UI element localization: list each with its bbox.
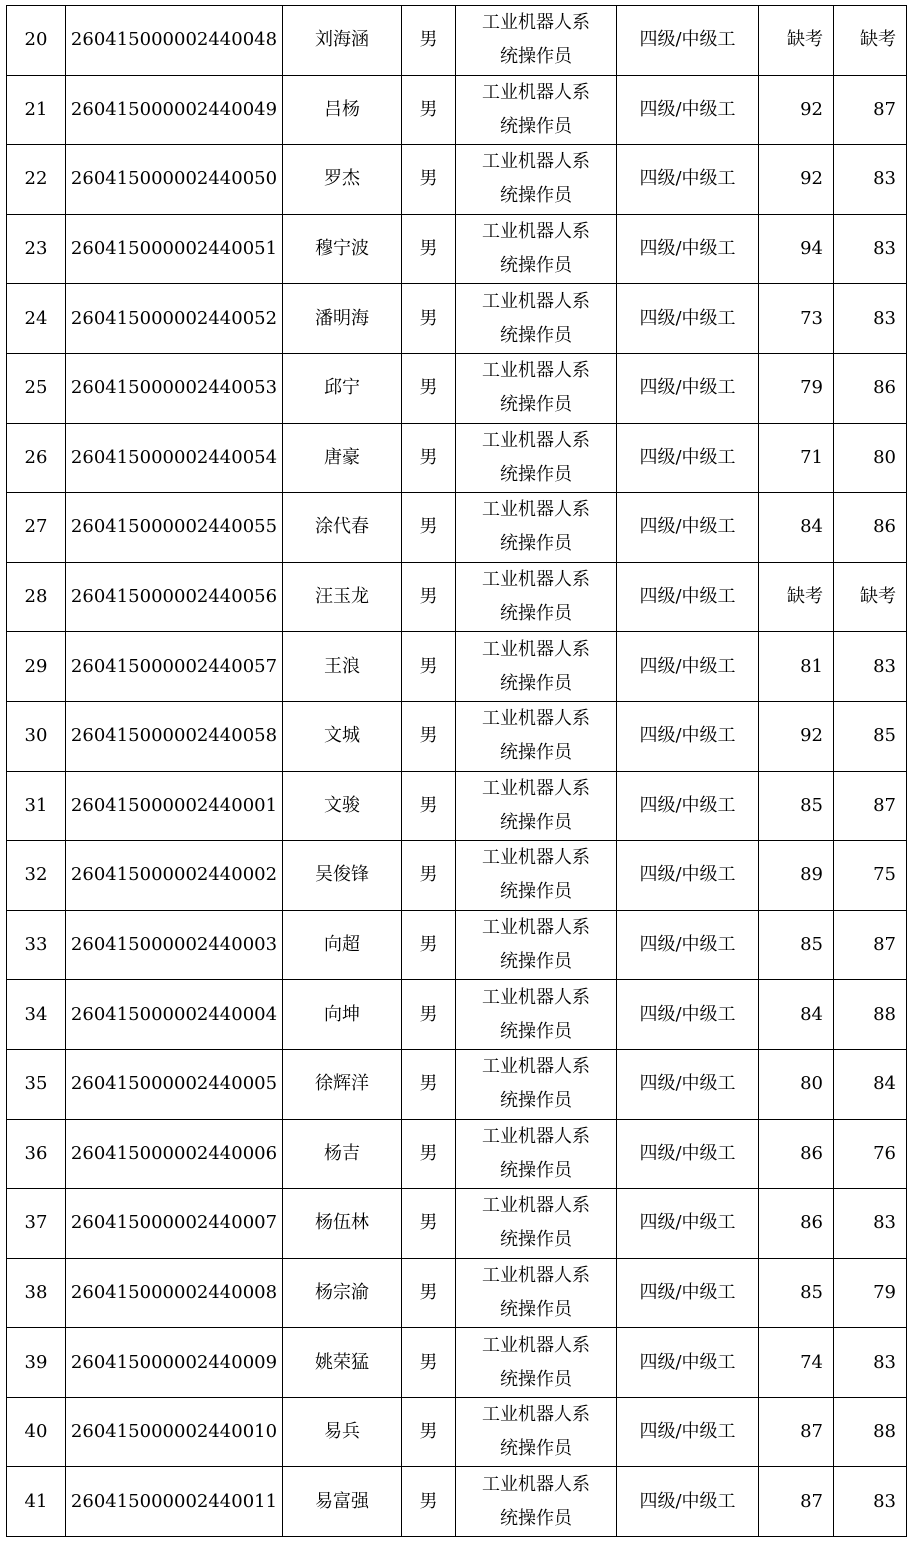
cell-theory-score: 94 (759, 214, 834, 284)
cell-name: 王浪 (283, 632, 402, 702)
cell-theory-score: 80 (759, 1049, 834, 1119)
cell-name: 向坤 (283, 980, 402, 1050)
occupation-line-2: 统操作员 (500, 1229, 572, 1251)
cell-level: 四级/中级工 (617, 1189, 759, 1259)
occupation-line-1: 工业机器人系 (482, 1195, 590, 1217)
cell-index: 24 (7, 284, 66, 354)
occupation-line-2: 统操作员 (500, 1368, 572, 1390)
occupation-line-1: 工业机器人系 (482, 221, 590, 243)
cell-occupation (456, 980, 617, 1050)
cell-sex: 男 (402, 1119, 456, 1189)
cell-sex: 男 (402, 1467, 456, 1537)
cell-index: 41 (7, 1467, 66, 1537)
occupation-line-1: 工业机器人系 (482, 429, 590, 451)
occupation-line-2: 统操作员 (500, 1438, 572, 1460)
cell-name: 潘明海 (283, 284, 402, 354)
occupation-line-2: 统操作员 (500, 185, 572, 207)
table-row (7, 1258, 907, 1328)
cell-index: 31 (7, 771, 66, 841)
cell-name: 罗杰 (283, 145, 402, 215)
cell-sex: 男 (402, 980, 456, 1050)
cell-exam-id: 260415000002440010 (66, 1397, 283, 1467)
cell-skill-score: 88 (834, 980, 907, 1050)
cell-theory-score: 缺考 (759, 6, 834, 76)
occupation-line-1: 工业机器人系 (482, 569, 590, 591)
score-table (6, 5, 907, 1537)
cell-name: 汪玉龙 (283, 562, 402, 632)
cell-level: 四级/中级工 (617, 6, 759, 76)
cell-occupation (456, 6, 617, 76)
cell-sex: 男 (402, 1328, 456, 1398)
cell-index: 40 (7, 1397, 66, 1467)
cell-sex: 男 (402, 353, 456, 423)
occupation-line-1: 工业机器人系 (482, 777, 590, 799)
cell-occupation (456, 1049, 617, 1119)
cell-sex: 男 (402, 1049, 456, 1119)
cell-level: 四级/中级工 (617, 841, 759, 911)
cell-theory-score: 89 (759, 841, 834, 911)
occupation-line-2: 统操作员 (500, 46, 572, 68)
occupation-line-1: 工业机器人系 (482, 290, 590, 312)
cell-skill-score: 83 (834, 1189, 907, 1259)
cell-occupation (456, 910, 617, 980)
table-row (7, 1119, 907, 1189)
cell-level: 四级/中级工 (617, 980, 759, 1050)
cell-index: 26 (7, 423, 66, 493)
cell-index: 27 (7, 493, 66, 563)
occupation-line-1: 工业机器人系 (482, 1264, 590, 1286)
cell-skill-score: 87 (834, 771, 907, 841)
cell-theory-score: 73 (759, 284, 834, 354)
table-row (7, 1397, 907, 1467)
cell-skill-score: 87 (834, 75, 907, 145)
cell-index: 38 (7, 1258, 66, 1328)
cell-exam-id: 260415000002440049 (66, 75, 283, 145)
occupation-line-2: 统操作员 (500, 742, 572, 764)
cell-name: 文骏 (283, 771, 402, 841)
occupation-line-1: 工业机器人系 (482, 499, 590, 521)
cell-sex: 男 (402, 1189, 456, 1259)
cell-sex: 男 (402, 284, 456, 354)
cell-theory-score: 81 (759, 632, 834, 702)
table-row (7, 910, 907, 980)
cell-occupation (456, 562, 617, 632)
cell-sex: 男 (402, 632, 456, 702)
table-row (7, 701, 907, 771)
cell-level: 四级/中级工 (617, 1397, 759, 1467)
cell-exam-id: 260415000002440001 (66, 771, 283, 841)
cell-theory-score: 85 (759, 1258, 834, 1328)
cell-theory-score: 79 (759, 353, 834, 423)
cell-exam-id: 260415000002440002 (66, 841, 283, 911)
cell-exam-id: 260415000002440048 (66, 6, 283, 76)
cell-exam-id: 260415000002440056 (66, 562, 283, 632)
occupation-line-1: 工业机器人系 (482, 917, 590, 939)
cell-occupation (456, 632, 617, 702)
cell-name: 唐豪 (283, 423, 402, 493)
cell-index: 20 (7, 6, 66, 76)
cell-theory-score: 86 (759, 1189, 834, 1259)
cell-name: 易富强 (283, 1467, 402, 1537)
cell-exam-id: 260415000002440057 (66, 632, 283, 702)
occupation-line-1: 工业机器人系 (482, 708, 590, 730)
cell-occupation (456, 284, 617, 354)
cell-index: 30 (7, 701, 66, 771)
cell-exam-id: 260415000002440004 (66, 980, 283, 1050)
cell-index: 37 (7, 1189, 66, 1259)
cell-level: 四级/中级工 (617, 1467, 759, 1537)
cell-level: 四级/中级工 (617, 423, 759, 493)
cell-skill-score: 87 (834, 910, 907, 980)
cell-occupation (456, 75, 617, 145)
table-body (7, 6, 907, 1537)
cell-level: 四级/中级工 (617, 701, 759, 771)
table-row (7, 1328, 907, 1398)
cell-exam-id: 260415000002440058 (66, 701, 283, 771)
table-row (7, 1049, 907, 1119)
cell-level: 四级/中级工 (617, 1119, 759, 1189)
cell-exam-id: 260415000002440052 (66, 284, 283, 354)
cell-skill-score: 75 (834, 841, 907, 911)
cell-theory-score: 86 (759, 1119, 834, 1189)
cell-level: 四级/中级工 (617, 632, 759, 702)
cell-theory-score: 87 (759, 1397, 834, 1467)
occupation-line-2: 统操作员 (500, 1020, 572, 1042)
cell-level: 四级/中级工 (617, 1328, 759, 1398)
cell-occupation (456, 771, 617, 841)
occupation-line-2: 统操作员 (500, 881, 572, 903)
cell-skill-score: 83 (834, 1328, 907, 1398)
cell-theory-score: 92 (759, 75, 834, 145)
occupation-line-1: 工业机器人系 (482, 1056, 590, 1078)
cell-skill-score: 79 (834, 1258, 907, 1328)
cell-name: 徐辉洋 (283, 1049, 402, 1119)
table-row (7, 353, 907, 423)
table-row (7, 284, 907, 354)
occupation-line-2: 统操作员 (500, 603, 572, 625)
cell-level: 四级/中级工 (617, 771, 759, 841)
cell-index: 25 (7, 353, 66, 423)
cell-occupation (456, 423, 617, 493)
cell-occupation (456, 841, 617, 911)
occupation-line-1: 工业机器人系 (482, 1125, 590, 1147)
cell-level: 四级/中级工 (617, 214, 759, 284)
occupation-line-2: 统操作员 (500, 533, 572, 555)
occupation-line-2: 统操作员 (500, 394, 572, 416)
cell-skill-score: 76 (834, 1119, 907, 1189)
table-row (7, 6, 907, 76)
cell-skill-score: 83 (834, 284, 907, 354)
cell-name: 杨吉 (283, 1119, 402, 1189)
cell-sex: 男 (402, 562, 456, 632)
cell-level: 四级/中级工 (617, 353, 759, 423)
cell-occupation (456, 353, 617, 423)
cell-name: 邱宁 (283, 353, 402, 423)
cell-theory-score: 缺考 (759, 562, 834, 632)
cell-sex: 男 (402, 423, 456, 493)
cell-level: 四级/中级工 (617, 1258, 759, 1328)
cell-level: 四级/中级工 (617, 145, 759, 215)
occupation-line-1: 工业机器人系 (482, 360, 590, 382)
cell-index: 36 (7, 1119, 66, 1189)
cell-theory-score: 84 (759, 980, 834, 1050)
occupation-line-2: 统操作员 (500, 951, 572, 973)
occupation-line-2: 统操作员 (500, 463, 572, 485)
cell-name: 姚荣猛 (283, 1328, 402, 1398)
cell-name: 涂代春 (283, 493, 402, 563)
occupation-line-1: 工业机器人系 (482, 1404, 590, 1426)
occupation-line-1: 工业机器人系 (482, 1473, 590, 1495)
cell-exam-id: 260415000002440006 (66, 1119, 283, 1189)
cell-sex: 男 (402, 493, 456, 563)
cell-index: 23 (7, 214, 66, 284)
cell-skill-score: 缺考 (834, 6, 907, 76)
occupation-line-2: 统操作员 (500, 1298, 572, 1320)
occupation-line-2: 统操作员 (500, 672, 572, 694)
cell-theory-score: 92 (759, 701, 834, 771)
cell-sex: 男 (402, 701, 456, 771)
occupation-line-2: 统操作员 (500, 1159, 572, 1181)
cell-level: 四级/中级工 (617, 75, 759, 145)
cell-skill-score: 83 (834, 632, 907, 702)
table-row (7, 423, 907, 493)
table-row (7, 493, 907, 563)
cell-level: 四级/中级工 (617, 493, 759, 563)
cell-exam-id: 260415000002440005 (66, 1049, 283, 1119)
cell-skill-score: 88 (834, 1397, 907, 1467)
cell-name: 杨伍林 (283, 1189, 402, 1259)
occupation-line-1: 工业机器人系 (482, 151, 590, 173)
cell-occupation (456, 1189, 617, 1259)
cell-index: 32 (7, 841, 66, 911)
cell-name: 文城 (283, 701, 402, 771)
table-row (7, 214, 907, 284)
cell-index: 29 (7, 632, 66, 702)
cell-skill-score: 85 (834, 701, 907, 771)
cell-exam-id: 260415000002440055 (66, 493, 283, 563)
cell-theory-score: 84 (759, 493, 834, 563)
cell-exam-id: 260415000002440007 (66, 1189, 283, 1259)
cell-sex: 男 (402, 910, 456, 980)
cell-index: 35 (7, 1049, 66, 1119)
cell-sex: 男 (402, 1397, 456, 1467)
occupation-line-1: 工业机器人系 (482, 1334, 590, 1356)
table-row (7, 145, 907, 215)
cell-name: 吕杨 (283, 75, 402, 145)
cell-level: 四级/中级工 (617, 284, 759, 354)
cell-exam-id: 260415000002440053 (66, 353, 283, 423)
table-row (7, 632, 907, 702)
cell-exam-id: 260415000002440050 (66, 145, 283, 215)
cell-theory-score: 92 (759, 145, 834, 215)
table-row (7, 1189, 907, 1259)
cell-sex: 男 (402, 75, 456, 145)
cell-skill-score: 83 (834, 1467, 907, 1537)
cell-exam-id: 260415000002440011 (66, 1467, 283, 1537)
cell-name: 穆宁波 (283, 214, 402, 284)
cell-sex: 男 (402, 145, 456, 215)
occupation-line-2: 统操作员 (500, 324, 572, 346)
cell-index: 21 (7, 75, 66, 145)
occupation-line-1: 工业机器人系 (482, 12, 590, 34)
cell-theory-score: 85 (759, 771, 834, 841)
cell-sex: 男 (402, 841, 456, 911)
cell-skill-score: 缺考 (834, 562, 907, 632)
cell-exam-id: 260415000002440009 (66, 1328, 283, 1398)
cell-level: 四级/中级工 (617, 910, 759, 980)
cell-occupation (456, 493, 617, 563)
occupation-line-2: 统操作员 (500, 255, 572, 277)
cell-theory-score: 87 (759, 1467, 834, 1537)
cell-sex: 男 (402, 6, 456, 76)
cell-occupation (456, 145, 617, 215)
occupation-line-1: 工业机器人系 (482, 847, 590, 869)
cell-sex: 男 (402, 214, 456, 284)
cell-index: 39 (7, 1328, 66, 1398)
cell-name: 易兵 (283, 1397, 402, 1467)
cell-skill-score: 86 (834, 493, 907, 563)
cell-sex: 男 (402, 771, 456, 841)
occupation-line-2: 统操作员 (500, 811, 572, 833)
table-row (7, 980, 907, 1050)
cell-occupation (456, 1467, 617, 1537)
cell-level: 四级/中级工 (617, 562, 759, 632)
occupation-line-2: 统操作员 (500, 1507, 572, 1529)
cell-theory-score: 71 (759, 423, 834, 493)
cell-level: 四级/中级工 (617, 1049, 759, 1119)
occupation-line-1: 工业机器人系 (482, 81, 590, 103)
cell-name: 杨宗渝 (283, 1258, 402, 1328)
cell-occupation (456, 1328, 617, 1398)
cell-exam-id: 260415000002440051 (66, 214, 283, 284)
table-row (7, 841, 907, 911)
table-row (7, 562, 907, 632)
cell-skill-score: 80 (834, 423, 907, 493)
cell-index: 33 (7, 910, 66, 980)
cell-occupation (456, 1397, 617, 1467)
cell-exam-id: 260415000002440008 (66, 1258, 283, 1328)
occupation-line-2: 统操作员 (500, 1090, 572, 1112)
cell-index: 34 (7, 980, 66, 1050)
occupation-line-1: 工业机器人系 (482, 986, 590, 1008)
cell-name: 刘海涵 (283, 6, 402, 76)
cell-occupation (456, 701, 617, 771)
table-row (7, 75, 907, 145)
occupation-line-2: 统操作员 (500, 115, 572, 137)
cell-name: 向超 (283, 910, 402, 980)
cell-theory-score: 85 (759, 910, 834, 980)
table-row (7, 1467, 907, 1537)
table-row (7, 771, 907, 841)
cell-theory-score: 74 (759, 1328, 834, 1398)
cell-occupation (456, 214, 617, 284)
cell-index: 28 (7, 562, 66, 632)
cell-skill-score: 83 (834, 145, 907, 215)
cell-occupation (456, 1258, 617, 1328)
cell-exam-id: 260415000002440003 (66, 910, 283, 980)
cell-skill-score: 83 (834, 214, 907, 284)
cell-index: 22 (7, 145, 66, 215)
occupation-line-1: 工业机器人系 (482, 638, 590, 660)
cell-skill-score: 84 (834, 1049, 907, 1119)
cell-occupation (456, 1119, 617, 1189)
cell-exam-id: 260415000002440054 (66, 423, 283, 493)
cell-sex: 男 (402, 1258, 456, 1328)
cell-skill-score: 86 (834, 353, 907, 423)
cell-name: 吴俊锋 (283, 841, 402, 911)
